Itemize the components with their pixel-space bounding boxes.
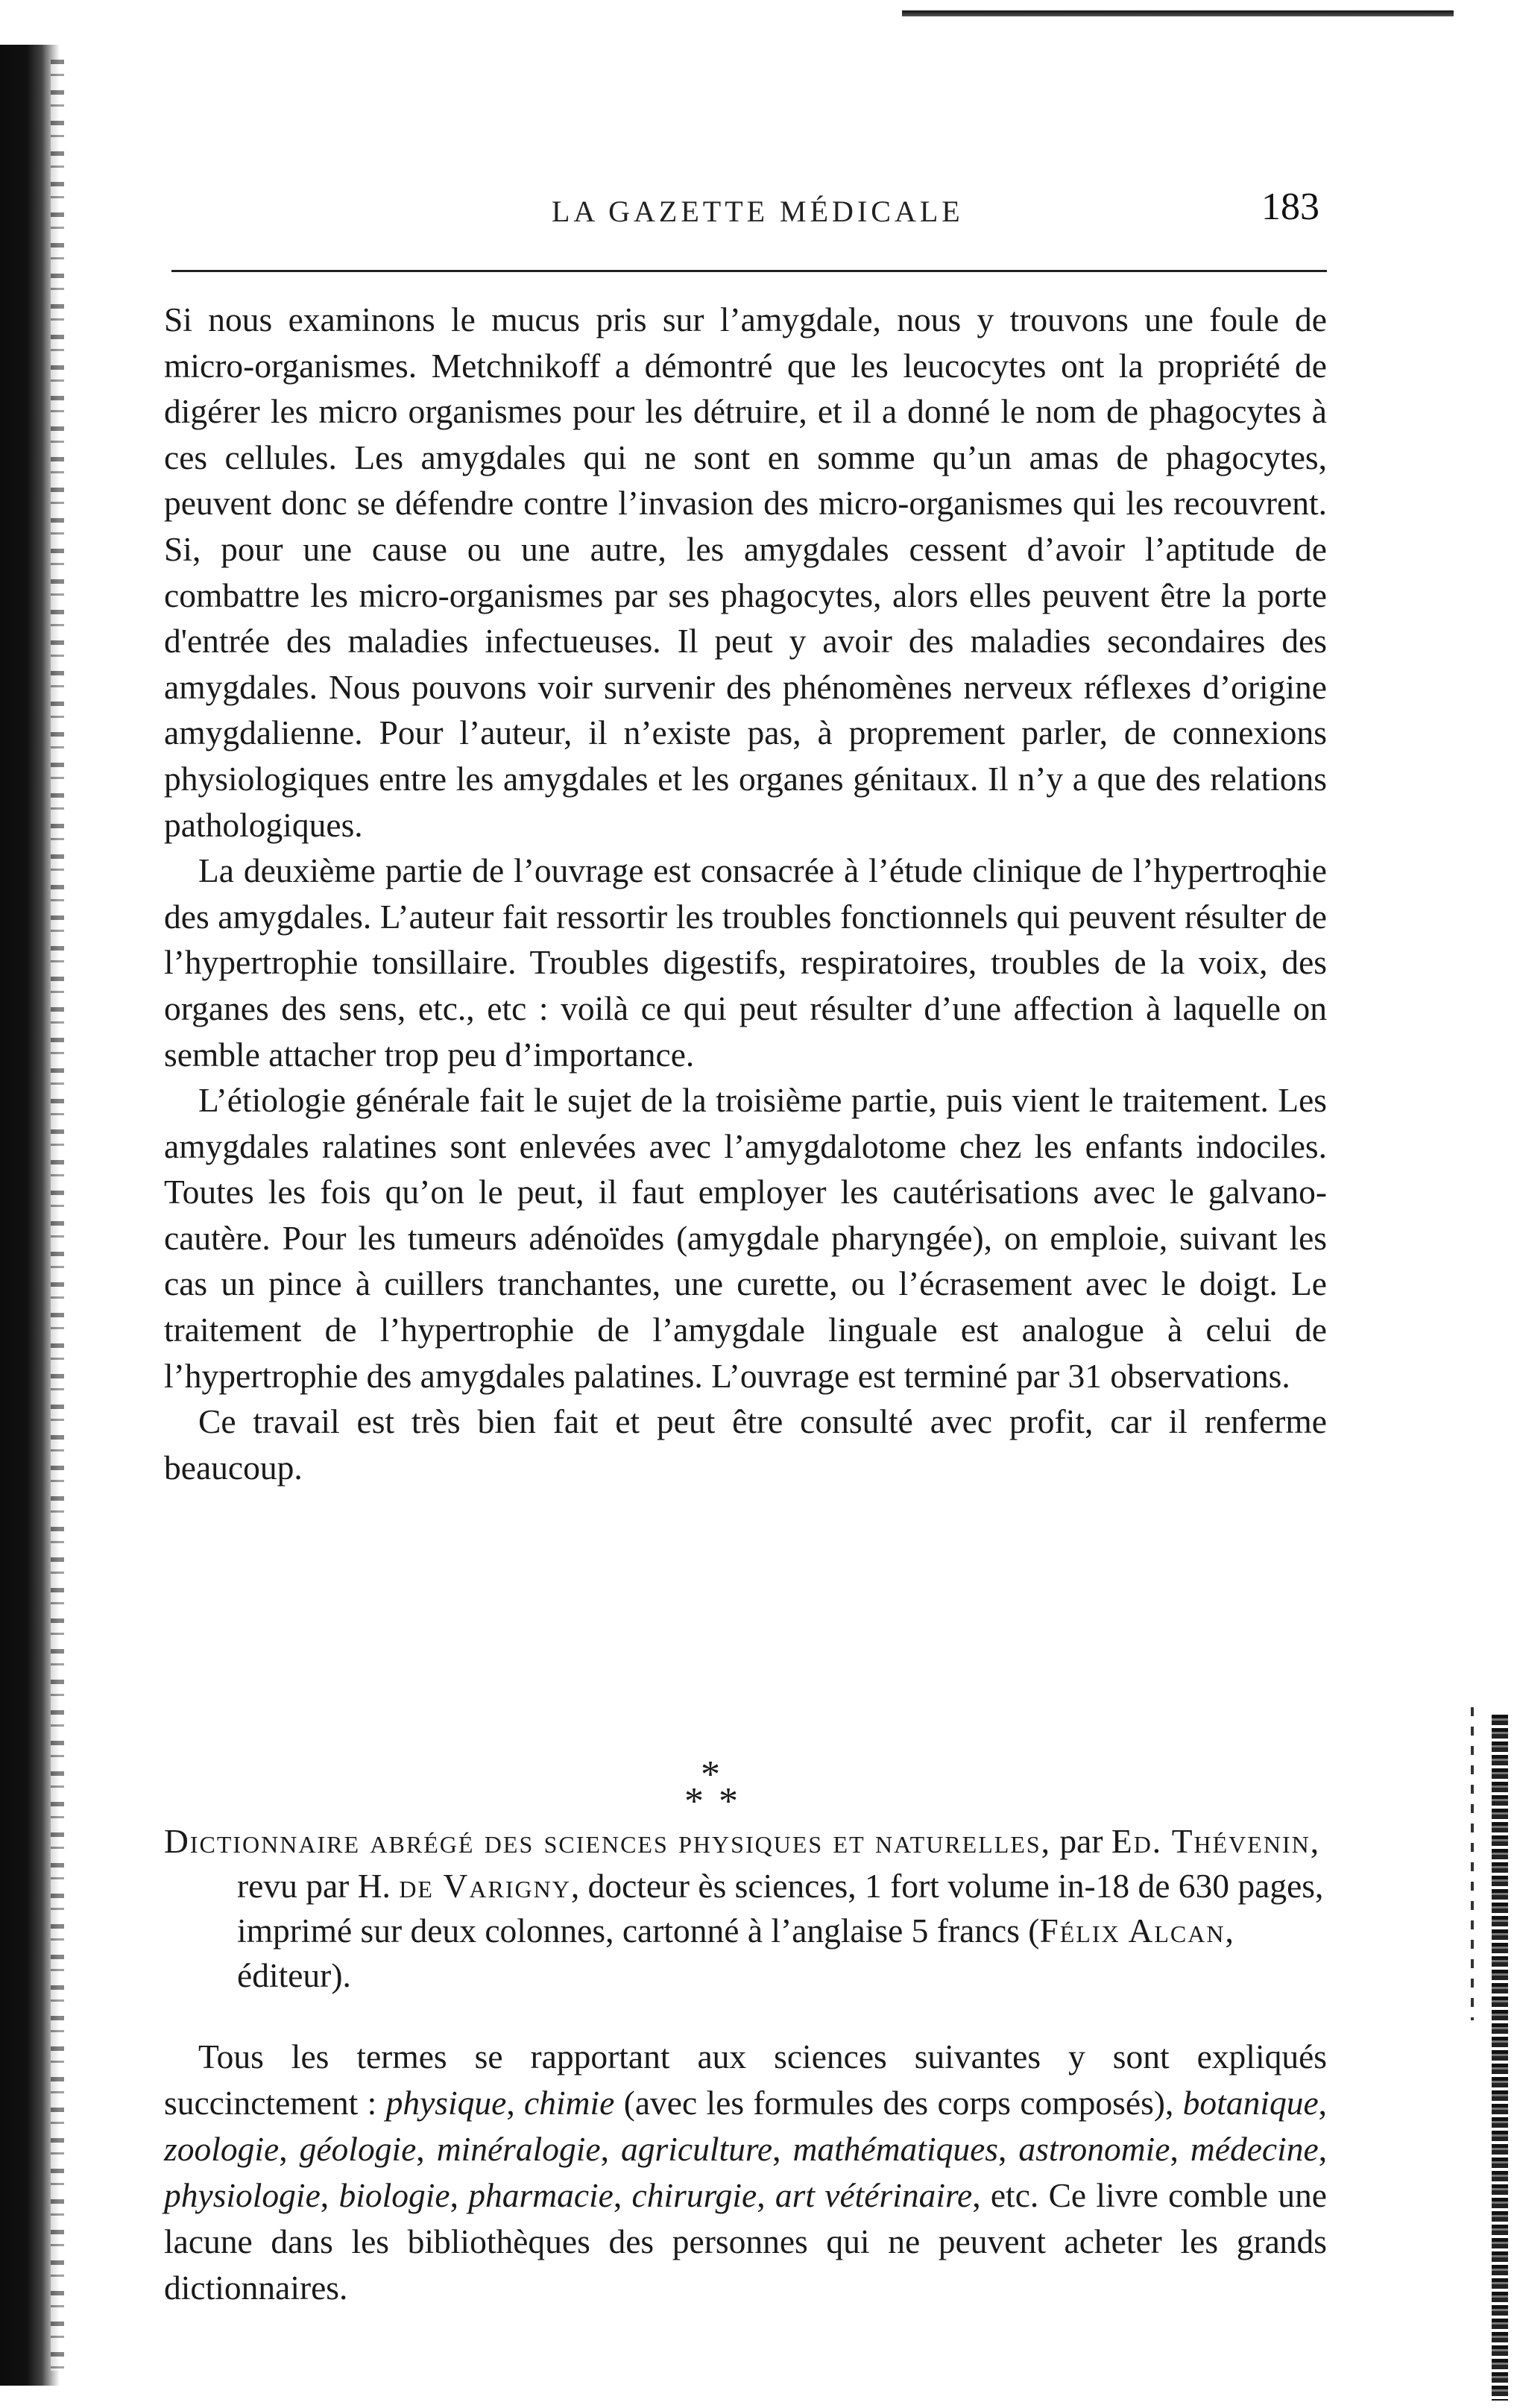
entry-details: , docteur ès sciences, 1 fort volume in-18 de 630 pages, imprimé sur deux colonnes, cartonné à l’anglaise 5 francs ( [237, 1867, 1324, 1950]
section-separator-asterism [656, 1753, 835, 1823]
review-intro: Tous les termes se rapportant aux sciences suivantes y sont expliqués succinctement : [164, 2037, 1327, 2122]
science-mineralogie: minéralogie [436, 2130, 601, 2168]
entry-title: Dictionnaire abrégé des sciences physiques et naturelles, [164, 1822, 1052, 1860]
science-mathematiques: mathématiques [792, 2130, 998, 2168]
entry-revised: , revu par H. [237, 1822, 1319, 1905]
entry-by: par [1059, 1822, 1103, 1860]
review-text [164, 2034, 1327, 2311]
entry-publisher-suffix: , éditeur). [237, 1911, 1234, 1994]
science-agriculture: agriculture [621, 2130, 773, 2168]
science-astronomie: astronomie [1018, 2130, 1170, 2168]
page-header [164, 179, 1334, 239]
science-chimie: chimie [524, 2084, 615, 2122]
review-closing: , etc. Ce livre comble une lacune dans les bibliothèques des personnes qui ne peuvent acheter les grands dictionnaires. [164, 2176, 1327, 2307]
article-body [164, 297, 1327, 1490]
paragraph-clinical-study: La deuxième partie de l’ouvrage est consacrée à l’étude clinique de l’hypertroqhie des amygdales. L’auteur fait ressortir les troubles fonctionnels qui peuvent résulter de l’hypertrophie tonsillaire. Troubles digestifs, respiratoires, troubles de la voix, des organes des sens, etc., etc : voilà ce qui peut résulter d’une affection à laquelle on semble attacher trop peu d’importance. [164, 851, 1327, 1074]
review-note: (avec les formules des corps composés), [623, 2084, 1174, 2122]
science-art-veterinaire: art vétérinaire [775, 2176, 973, 2214]
asterism-star-top: * [701, 1753, 720, 1796]
scan-noise-left [51, 60, 64, 2371]
header-rule [171, 270, 1327, 272]
asterism-star-left: * [684, 1780, 704, 1823]
entry-reviser: de Varigny [399, 1867, 571, 1905]
bibliographic-entry [164, 1819, 1327, 1998]
science-zoologie: zoologie [164, 2130, 280, 2168]
paragraph-mucus: Si nous examinons le mucus pris sur l’amygdale, nous y trouvons une foule de micro-organismes. Metchnikoff a démontré que les leucocytes ont la propriété de digérer les micro organismes pour les détruire, et il a donné le nom de phagocytes à ces cellules. Les amygdales qui ne sont en somme qu’un amas de phagocytes, peuvent donc se défendre contre l’invasion des micro-organismes qui les recouvrent. Si, pour une cause ou une autre, les amygdales cessent d’avoir l’aptitude de combattre les micro-organismes par ses phagocytes, alors elles peuvent être la porte d'entrée des maladies infectueuses. Il peut y avoir des maladies secondaires des amygdales. Nous pouvons voir survenir des phénomènes nerveux réflexes d’origine amygdalienne. Pour l’auteur, il n’existe pas, à proprement parler, de connexions physiologiques entre les amygdales et les organes génitaux. Il n’y a que des relations pathologiques. [164, 300, 1327, 844]
scan-top-edge-mark [902, 10, 1454, 16]
science-botanique: botanique [1182, 2084, 1319, 2122]
science-physiologie: physiologie [164, 2176, 321, 2214]
asterism-star-right: * [719, 1780, 738, 1823]
science-physique: physique [385, 2084, 507, 2122]
science-biologie: biologie [338, 2176, 450, 2214]
science-chirurgie: chirurgie [631, 2176, 757, 2214]
scan-edge-speckle-right [1471, 1707, 1474, 2020]
science-medecine: médecine [1190, 2130, 1319, 2168]
running-title: LA GAZETTE MÉDICALE [552, 195, 964, 228]
entry-citation [164, 1819, 1327, 1998]
review-paragraph: Tous les termes se rapportant aux sciences suivantes y sont expliqués succinctement : physique, chimie (avec les formules des corps composés), botanique, zoologie, géologie, minéralogie, agriculture, mathématiques, astronomie, médecine, physiologie, biologie, pharmacie, chirurgie, art vétérinaire, etc. Ce livre comble une lacune dans les bibliothèques des personnes qui ne peuvent acheter les grands dictionnaires. [164, 2037, 1328, 2307]
science-geologie: géologie [299, 2130, 417, 2168]
scan-edge-noise-right [1492, 1715, 1508, 2401]
science-pharmacie: pharmacie [468, 2176, 614, 2214]
paragraph-conclusion: Ce travail est très bien fait et peut être consulté avec profit, car il renferme beaucoup. [164, 1402, 1327, 1487]
page-number: 183 [1261, 186, 1319, 228]
paragraph-etiology-treatment: L’étiologie générale fait le sujet de la troisième partie, puis vient le traitement. Les amygdales ralatines sont enlevées avec l’amygdalotome chez les enfants indociles. Toutes les fois qu’on le peut, il faut employer les cautérisations avec le galvano-cautère. Pour les tumeurs adénoïdes (amygdale pharyngée), on emploie, suivant les cas un pince à cuillers tranchantes, une curette, ou l’écrasement avec le doigt. Le traitement de l’hypertrophie de l’amygdale linguale est analogue à celui de l’hypertrophie des amygdales palatines. L’ouvrage est terminé par 31 observations. [164, 1081, 1327, 1395]
entry-publisher: Félix Alcan [1039, 1911, 1226, 1950]
entry-author: Ed. Thévenin [1111, 1822, 1311, 1860]
